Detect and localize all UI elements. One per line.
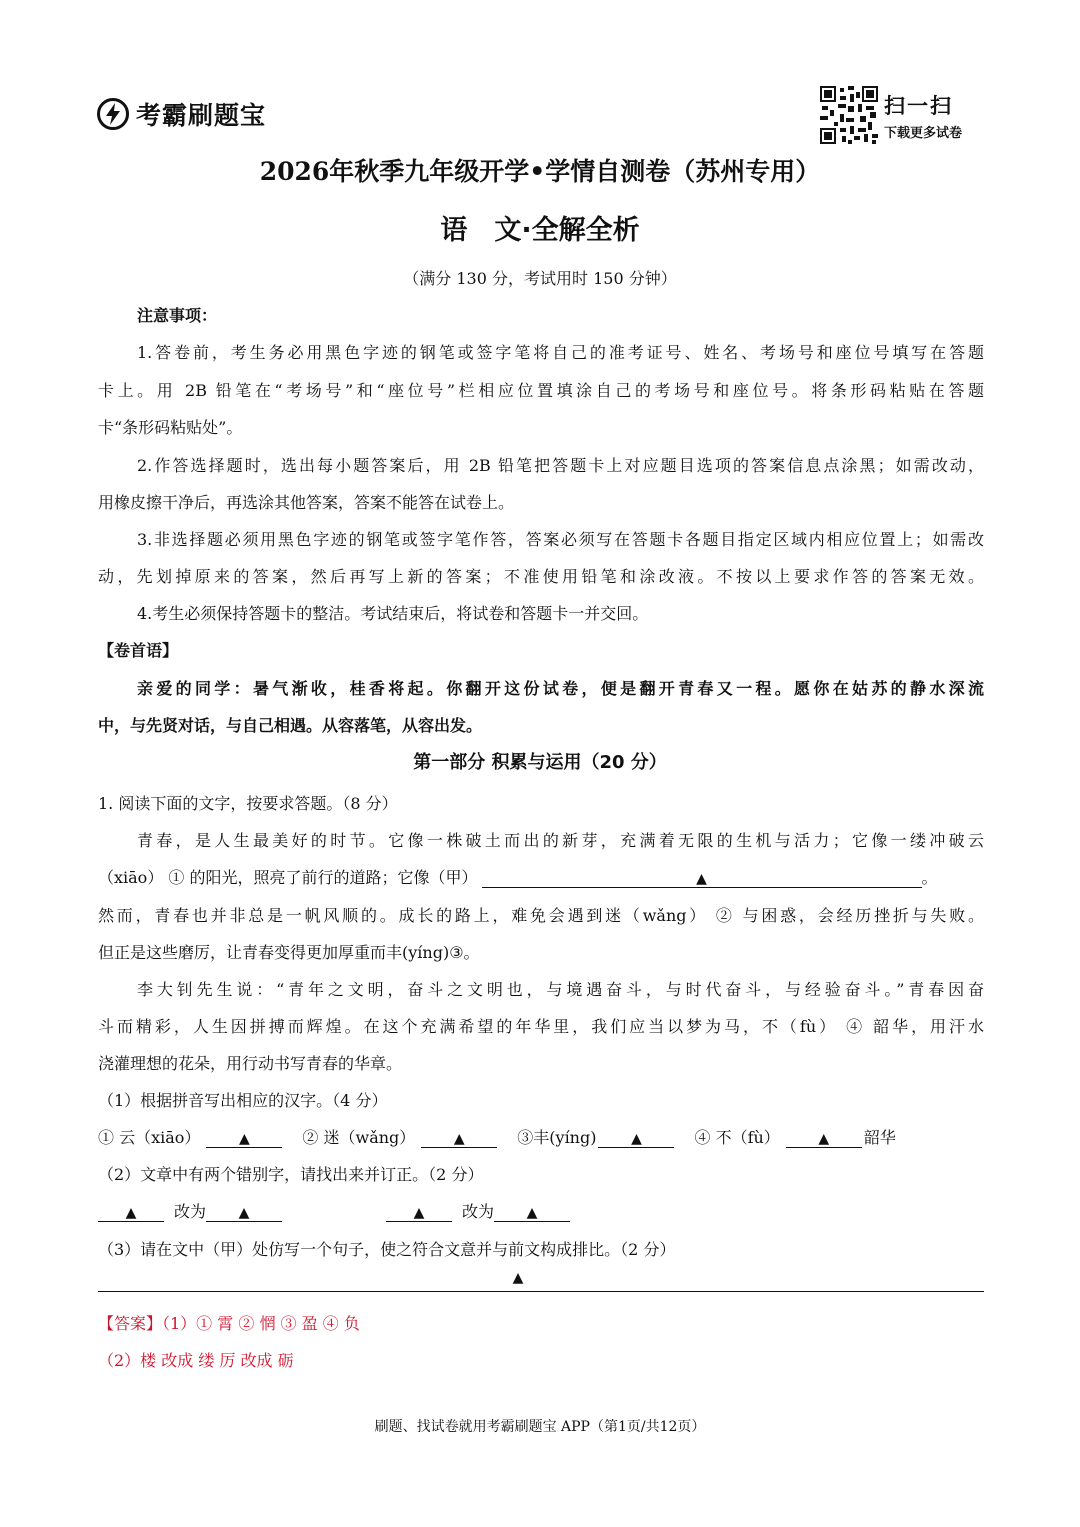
answer-blank-fix-2[interactable] [494, 1203, 570, 1222]
sub-question-3: （3）请在文中（甲）处仿写一个句子，使之符合文意并与前文构成排比。（2 分） [98, 1240, 676, 1259]
qr-download-label: 下载更多试卷 [884, 125, 963, 141]
answer-marker: ▲ [453, 1131, 465, 1147]
answer-blank-1[interactable] [206, 1129, 282, 1148]
answer-marker: ▲ [818, 1131, 830, 1147]
passage-line: 李大钊先生说：“青年之文明，奋斗之文明也，与境遇奋斗，与时代奋斗，与经验奋斗。”青春因奋 [137, 980, 984, 999]
answer-marker: ▲ [413, 1205, 425, 1221]
notice-line: 3.非选择题必须用黑色字迹的钢笔或签字笔作答，答案必须写在答题卡各题目指定区域内相应位置上；如需改 [137, 530, 984, 549]
passage-line: 但正是这些磨厉，让青春变得更加厚重而丰(yíng)③。 [98, 943, 480, 962]
passage-line: 斗而精彩，人生因拼搏而辉煌。在这个充满希望的年华里，我们应当以梦为马，不（fù） ④ 韶华，用汗水 [98, 1017, 984, 1036]
answer-marker: ▲ [526, 1205, 538, 1221]
answer-blank-jia[interactable] [482, 869, 922, 888]
pinyin-label: ④ 不（fù） [694, 1128, 780, 1147]
sub-question-2-answers [98, 1199, 984, 1222]
lightning-logo-icon [96, 97, 130, 131]
answer-blank-fix-1[interactable] [206, 1203, 282, 1222]
exam-subtitle: 语 文·全解全析 [440, 215, 640, 246]
pinyin-label: ① 云（xiāo） [98, 1128, 201, 1147]
passage-line: 青春，是人生最美好的时节。它像一株破土而出的新芽，充满着无限的生机与活力；它像一缕冲破云 [137, 831, 984, 850]
notice-line: 卡上。用 2B 铅笔在“考场号”和“座位号”栏相应位置填涂自己的考场号和座位号。将条形码粘贴在答题 [98, 381, 984, 400]
blank-suffix: 韶华 [863, 1128, 896, 1147]
passage-text: （xiāo） ① 的阳光，照亮了前行的道路；它像（甲） [98, 868, 478, 887]
sub-question-2: （2）文章中有两个错别字，请找出来并订正。（2 分） [98, 1165, 484, 1184]
notice-line: 1.答卷前，考生务必用黑色字迹的钢笔或签字笔将自己的准考证号、姓名、考场号和座位号填写在答题 [137, 343, 984, 362]
passage-line [98, 865, 984, 888]
answer-blank-4[interactable] [786, 1129, 862, 1148]
sub-question-1: （1）根据拼音写出相应的汉字。（4 分） [98, 1091, 388, 1110]
notice-line: 4.考生必须保持答题卡的整洁。考试结束后，将试卷和答题卡一并交回。 [137, 604, 649, 623]
pinyin-label: ③丰(yíng) [517, 1128, 597, 1147]
notice-heading: 注意事项： [137, 306, 218, 325]
answer-line-2: （2）楼 改成 缕 厉 改成 砺 [98, 1351, 294, 1370]
sub-question-1-answers [98, 1125, 984, 1148]
section-heading: 第一部分 积累与运用（20 分） [413, 752, 667, 773]
answer-marker: ▲ [239, 1131, 250, 1147]
answer-line-1: 【答案】（1）① 霄 ② 惘 ③ 盈 ④ 负 [98, 1314, 360, 1333]
qr-download[interactable] [820, 86, 962, 144]
notice-line: 动，先划掉原来的答案，然后再写上新的答案；不准使用铅笔和涂改液。不按以上要求作答的答案无效。 [98, 567, 984, 586]
brand-logo [96, 96, 266, 132]
answer-marker: ▲ [696, 871, 707, 887]
qr-scan-label: 扫一扫 [884, 93, 953, 118]
answer-marker: ▲ [125, 1205, 137, 1221]
preface-line: 中，与先贤对话，与自己相遇。从容落笔，从容出发。 [98, 716, 483, 735]
passage-line: 浇灌理想的花朵，用行动书写青春的华章。 [98, 1054, 403, 1073]
answer-marker: ▲ [631, 1131, 642, 1147]
notice-line: 用橡皮擦干净后，再选涂其他答案，答案不能答在试卷上。 [98, 493, 515, 512]
qr-code-icon [820, 86, 878, 144]
exam-title: 2026年秋季九年级开学•学情自测卷（苏州专用） [259, 157, 821, 186]
answer-line[interactable] [98, 1291, 984, 1292]
answer-blank-wrong-2[interactable] [386, 1203, 452, 1222]
change-label: 改为 [462, 1202, 495, 1221]
notice-line: 2.作答选择题时，选出每小题答案后，用 2B 铅笔把答题卡上对应题目选项的答案信息点涂黑；如需改动， [137, 456, 984, 475]
page-footer: 刷题、找试卷就用考霸刷题宝 APP（第1页/共12页） [374, 1419, 706, 1435]
notice-line: 卡“条形码粘贴处”。 [98, 418, 243, 437]
passage-text: 。 [921, 868, 938, 887]
brand-name: 考霸刷题宝 [136, 101, 267, 130]
passage-line: 然而，青春也并非总是一帆风顺的。成长的路上，难免会遇到迷（wǎng） ② 与困惑，会经历挫折与失败。 [98, 906, 984, 925]
question-stem: 1. 阅读下面的文字，按要求答题。（8 分） [98, 794, 398, 813]
answer-blank-wrong-1[interactable] [98, 1203, 164, 1222]
answer-marker: ▲ [238, 1205, 250, 1221]
preface-heading: 【卷首语】 [98, 641, 179, 660]
answer-blank-3[interactable] [598, 1129, 674, 1148]
preface-line: 亲爱的同学：暑气渐收，桂香将起。你翻开这份试卷，便是翻开青春又一程。愿你在姑苏的静水深流 [137, 679, 984, 698]
change-label: 改为 [174, 1202, 207, 1221]
answer-blank-2[interactable] [421, 1129, 497, 1148]
pinyin-label: ② 迷（wǎng） [302, 1128, 416, 1147]
answer-marker: ▲ [512, 1270, 524, 1286]
score-note: （满分 130 分，考试用时 150 分钟） [403, 269, 677, 288]
